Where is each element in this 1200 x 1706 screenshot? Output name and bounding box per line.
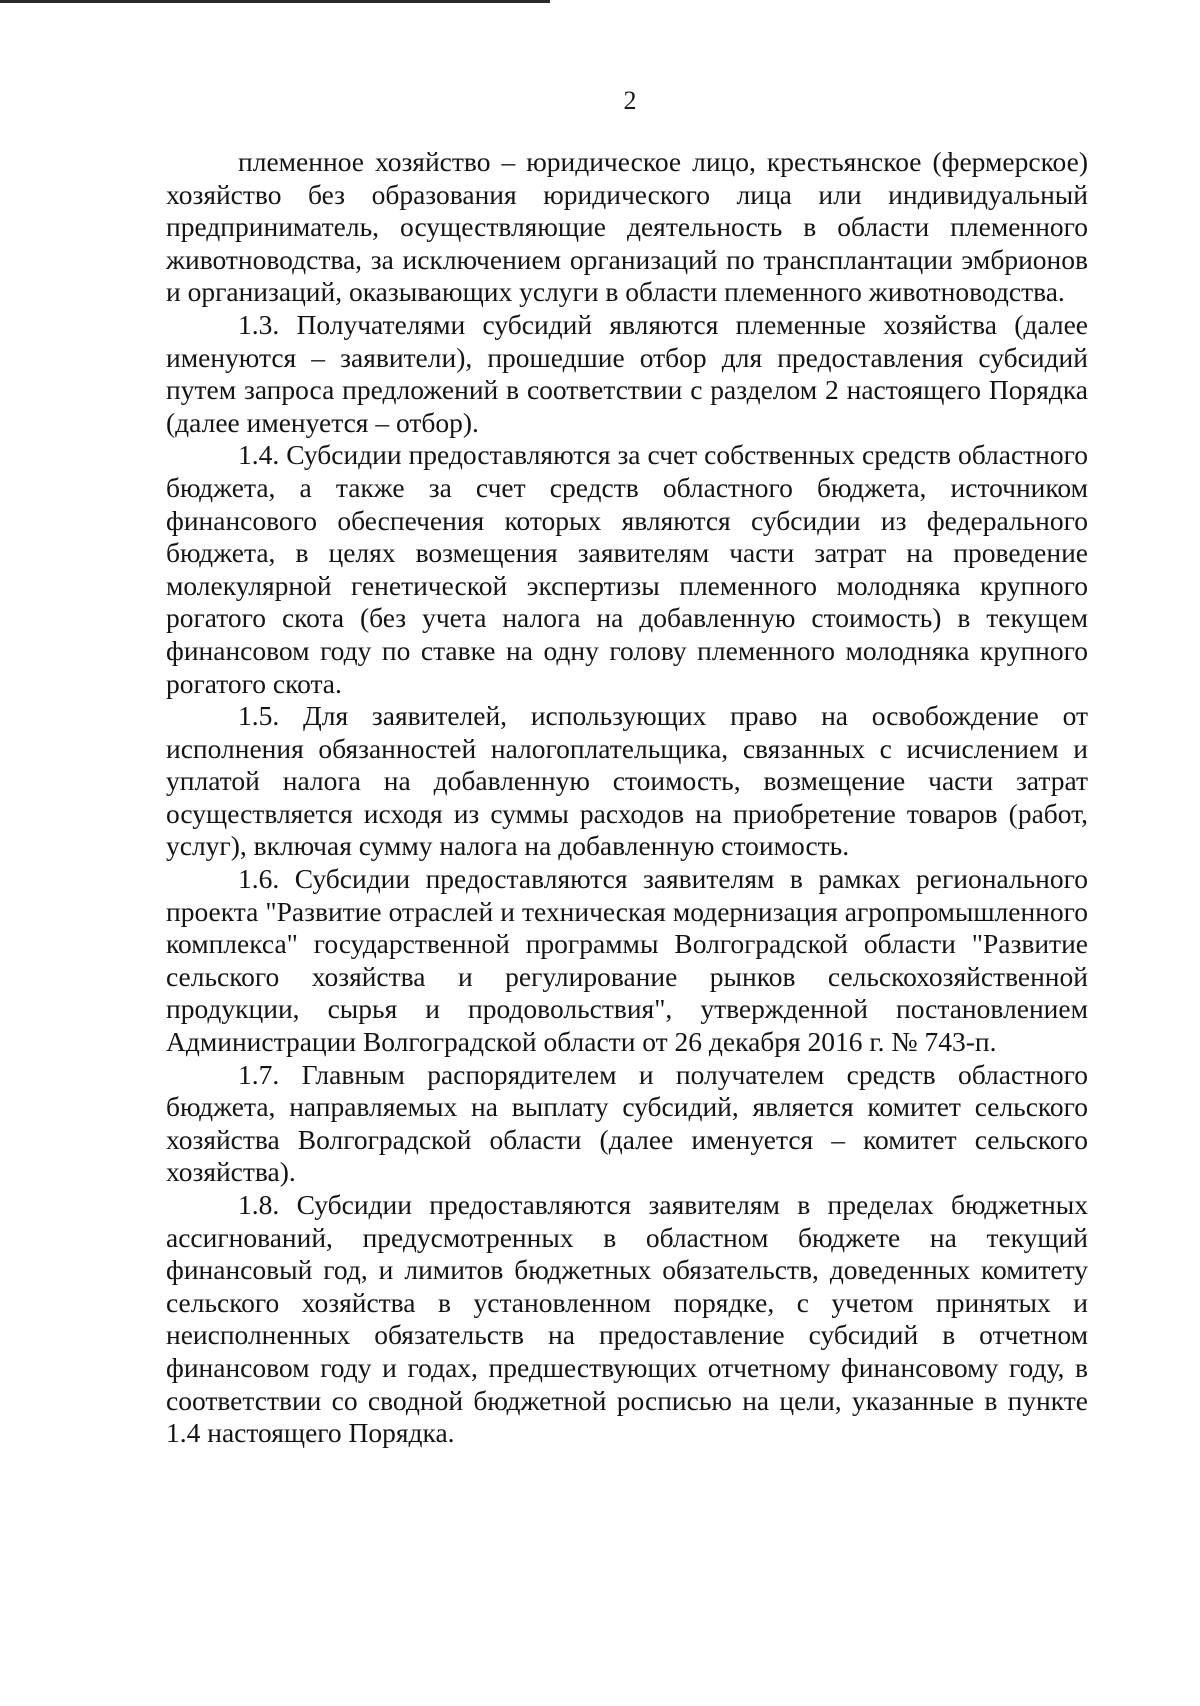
- paragraph-1-7: 1.7. Главным распорядителем и получателем средств областного бюджета, направляемых на выплату субсидий, является комитет сельского хозяйства Волгоградской области (далее именуется – комитет сельского хозяйства).: [166, 1058, 1088, 1188]
- paragraph-1-4: 1.4. Субсидии предоставляются за счет собственных средств областного бюджета, а также за счет средств областного бюджета, источником финансового обеспечения которых являются субсидии из федерального бюджета, в целях возмещения заявителям части затрат на проведение молекулярной генетической экспертизы племенного молодняка крупного рогатого скота (без учета налога на добавленную стоимость) в текущем финансовом году по ставке на одну голову племенного молодняка крупного рогатого скота.: [166, 439, 1088, 699]
- page-number: 2: [623, 86, 637, 115]
- paragraph-1-5: 1.5. Для заявителей, использующих право на освобождение от исполнения обязанностей налогоплательщика, связанных с исчислением и уплатой налога на добавленную стоимость, возмещение части затрат осуществляется исходя из суммы расходов на приобретение товаров (работ, услуг), включая сумму налога на добавленную стоимость.: [166, 700, 1088, 862]
- paragraph-1-8: 1.8. Субсидии предоставляются заявителям в пределах бюджетных ассигнований, предусмотренных в областном бюджете на текущий финансовый год, и лимитов бюджетных обязательств, доведенных комитету сельского хозяйства в установленном порядке, с учетом принятых и неисполненных обязательств на предоставление субсидий в отчетном финансовом году и годах, предшествующих отчетному финансовому году, в соответствии со сводной бюджетной росписью на цели, указанные в пункте 1.4 настоящего Порядка.: [166, 1189, 1088, 1449]
- scan-edge-line: [0, 0, 550, 3]
- paragraph-definition-breeding-farm: племенное хозяйство – юридическое лицо, крестьянское (фермерское) хозяйство без образования юридического лица или индивидуальный предприниматель, осуществляющие деятельность в области племенного животноводства, за исключением организаций по трансплантации эмбрионов и организаций, оказывающих услуги в области племенного животноводства.: [166, 146, 1088, 308]
- document-body: [166, 146, 1088, 1450]
- paragraph-1-3: 1.3. Получателями субсидий являются племенные хозяйства (далее именуются – заявители), прошедшие отбор для предоставления субсидий путем запроса предложений в соответствии с разделом 2 настоящего Порядка (далее именуется – отбор).: [166, 308, 1088, 438]
- paragraph-1-6: 1.6. Субсидии предоставляются заявителям в рамках регионального проекта "Развитие отраслей и техническая модернизация агропромышленного комплекса" государственной программы Волгоградской области "Развитие сельского хозяйства и регулирование рынков сельскохозяйственной продукции, сырья и продовольствия", утвержденной постановлением Администрации Волгоградской области от 26 декабря 2016 г. № 743-п.: [166, 863, 1088, 1058]
